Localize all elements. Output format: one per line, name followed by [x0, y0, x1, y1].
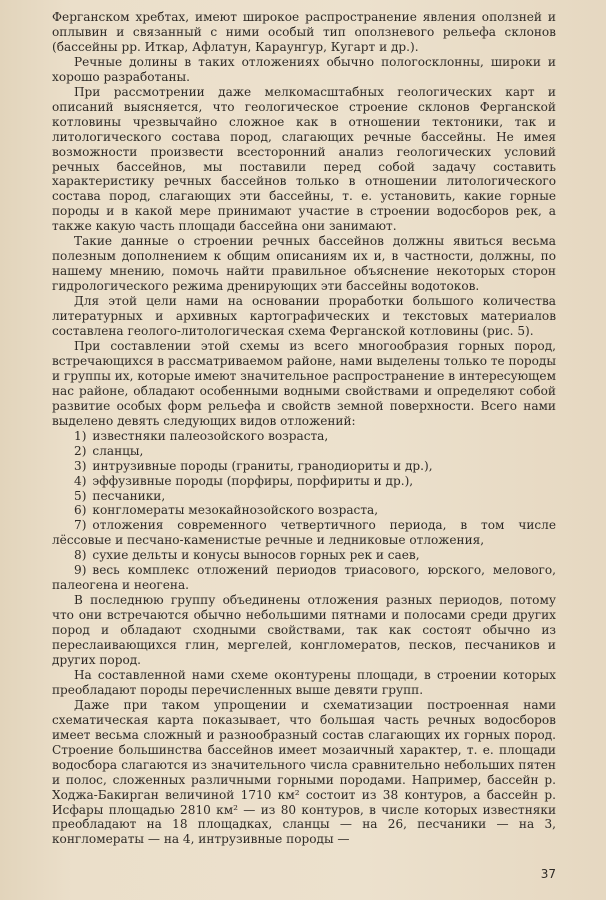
- list-item: [52, 429, 556, 444]
- paragraph: В последнюю группу объединены отложения разных периодов, потому что они встречаются обычно небольшими пятнами и полосами среди других пород и обладают сходными свойствами, так как состоят обычно из переслаивающихся глин, мергелей, конгломератов, песков, песчаников и других пород.: [52, 593, 556, 667]
- list-item-number: 2): [74, 443, 87, 458]
- page-body-text: [52, 10, 556, 847]
- list-item: [52, 563, 556, 593]
- paragraph: На составленной нами схеме оконтурены площади, в строении которых преобладают породы перечисленных выше девяти групп.: [52, 667, 556, 697]
- list-item-number: 8): [74, 548, 87, 563]
- list-item: [52, 489, 556, 504]
- paragraph: При составлении этой схемы из всего многообразия горных пород, встречающихся в рассматриваемом районе, нами выделены только те породы и группы их, которые имеют значительное распространение в интересующем нас районе, обладают особенными водными свойствами и определяют собой развитие особых форм рельефа и свойств земной поверхности. Всего нами выделено девять следующих видов отложений:: [52, 338, 556, 428]
- list-item-number: 4): [74, 473, 87, 488]
- page-number: 37: [540, 867, 556, 881]
- list-item: [52, 474, 556, 489]
- list-item: [52, 518, 556, 548]
- list-item-number: 9): [74, 563, 87, 578]
- list-item-number: 1): [74, 428, 87, 443]
- list-item-number: 6): [74, 503, 87, 518]
- list-item-text: интрузивные породы (граниты, гранодиориты и др.),: [92, 458, 433, 473]
- list-item-text: конгломераты мезокайнозойского возраста,: [92, 503, 379, 518]
- list-item-text: отложения современного четвертичного периода, в том числе лёссовые и песчано-каменистые речные и ледниковые отложения,: [52, 518, 556, 548]
- list-item-text: эффузивные породы (порфиры, порфириты и др.),: [92, 473, 414, 488]
- list-item-text: известняки палеозойского возраста,: [92, 428, 329, 443]
- list-item-text: весь комплекс отложений периодов триасового, юрского, мелового, палеогена и неогена.: [52, 563, 556, 593]
- list-item: [52, 503, 556, 518]
- list-item: [52, 548, 556, 563]
- list-item-text: песчаники,: [92, 488, 166, 503]
- paragraph: Для этой цели нами на основании проработки большого количества литературных и архивных картографических и текстовых материалов составлена геолого-литологическая схема Ферганской котловины (рис. 5).: [52, 294, 556, 339]
- deposit-types-list: [52, 429, 556, 593]
- paragraph: Ферганском хребтах, имеют широкое распространение явления оползней и оплывин и связанный с ними особый тип оползневого рельефа склонов (бассейны рр. Иткар, Афлатун, Караунгур, Кугарт и др.).: [52, 10, 556, 54]
- list-item-text: сланцы,: [92, 443, 144, 458]
- list-item-number: 7): [74, 518, 87, 533]
- paragraph: Речные долины в таких отложениях обычно пологосклонны, широки и хорошо разработаны.: [52, 54, 556, 84]
- paragraph: Такие данные о строении речных бассейнов должны явиться весьма полезным дополнением к общим описаниям их и, в частности, должны, по нашему мнению, помочь найти правильное объяснение некоторых сторон гидрологического режима дренирующих эти бассейны водотоков.: [52, 234, 556, 294]
- list-item-text: сухие дельты и конусы выносов горных рек и саев,: [92, 548, 420, 563]
- list-item: [52, 444, 556, 459]
- list-item-number: 5): [74, 488, 87, 503]
- list-item: [52, 459, 556, 474]
- paragraph: При рассмотрении даже мелкомасштабных геологических карт и описаний выясняется, что геологическое строение склонов Ферганской котловины чрезвычайно сложное как в отношении тектоники, так и литологического состава пород, слагающих речные бассейны. Не имея возможности произвести всесторонний анализ геологических условий речных бассейнов, мы поставили перед собой задачу составить характеристику речных бассейнов только в отношении литологического состава пород, слагающих эти бассейны, т. е. установить, какие горные породы и в какой мере принимают участие в строении водосборов рек, а также какую часть площади бассейна они занимают.: [52, 84, 556, 234]
- paragraph: Даже при таком упрощении и схематизации построенная нами схематическая карта показывает, что большая часть речных водосборов имеет весьма сложный и разнообразный состав слагающих их горных пород. Строение большинства бассейнов имеет мозаичный характер, т. е. площади водосбора слагаются из значительного числа сравнительно небольших пятен и полос, сложенных различными горными породами. Например, бассейн р. Ходжа-Бакирган величиной 1710 км² состоит из 38 контуров, а бассейн р. Исфары площадью 2810 км² — из 80 контуров, в числе которых известняки преобладают на 18 площадках, сланцы — на 26, песчаники — на 3, конгломераты — на 4, интрузивные породы —: [52, 697, 556, 847]
- list-item-number: 3): [74, 458, 87, 473]
